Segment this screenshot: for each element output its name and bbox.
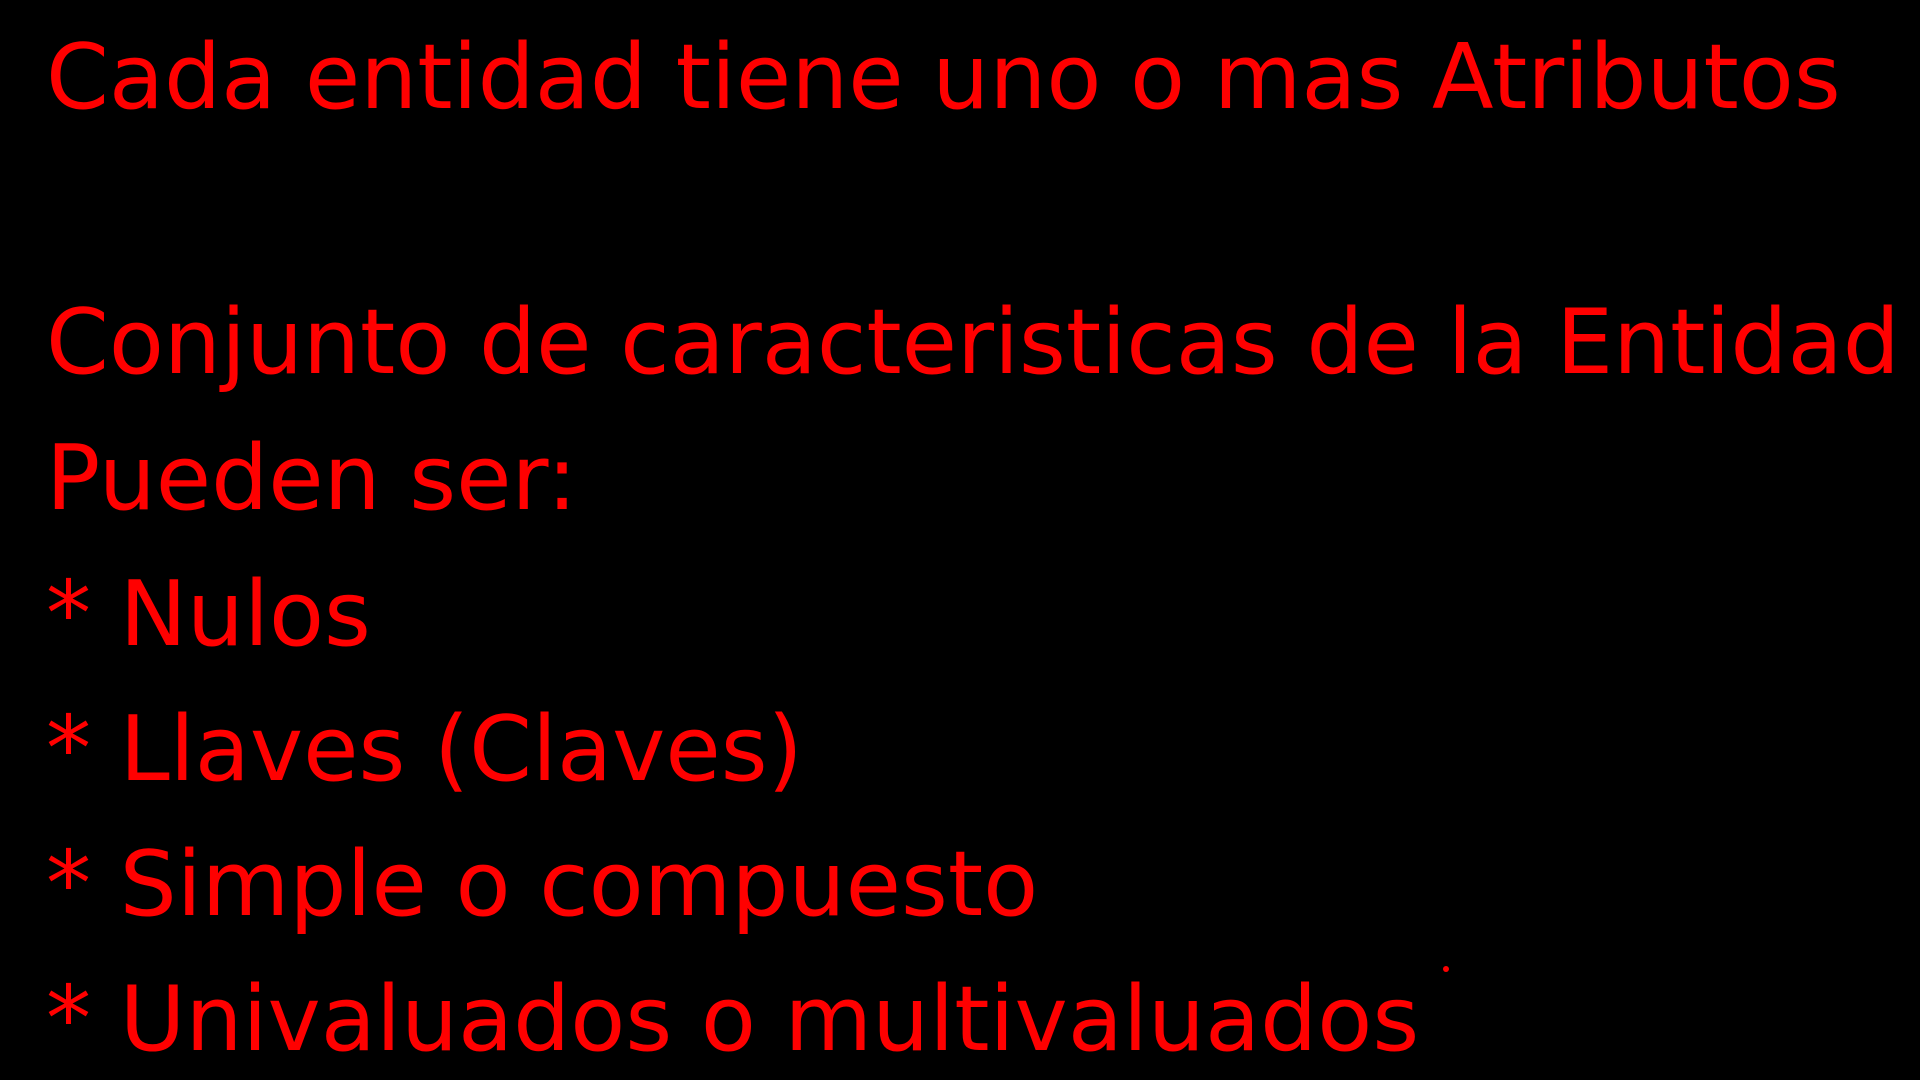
- stray-dot: [1443, 966, 1449, 972]
- list-item: * Llaves (Claves): [46, 697, 803, 802]
- definition-text: Conjunto de caracteristicas de la Entidad: [46, 290, 1900, 395]
- list-item: * Nulos: [46, 562, 371, 667]
- list-intro: Pueden ser:: [46, 426, 578, 531]
- slide-heading: Cada entidad tiene uno o mas Atributos: [46, 25, 1841, 130]
- list-item: * Univaluados o multivaluados: [46, 967, 1420, 1072]
- list-item: * Simple o compuesto: [46, 832, 1039, 937]
